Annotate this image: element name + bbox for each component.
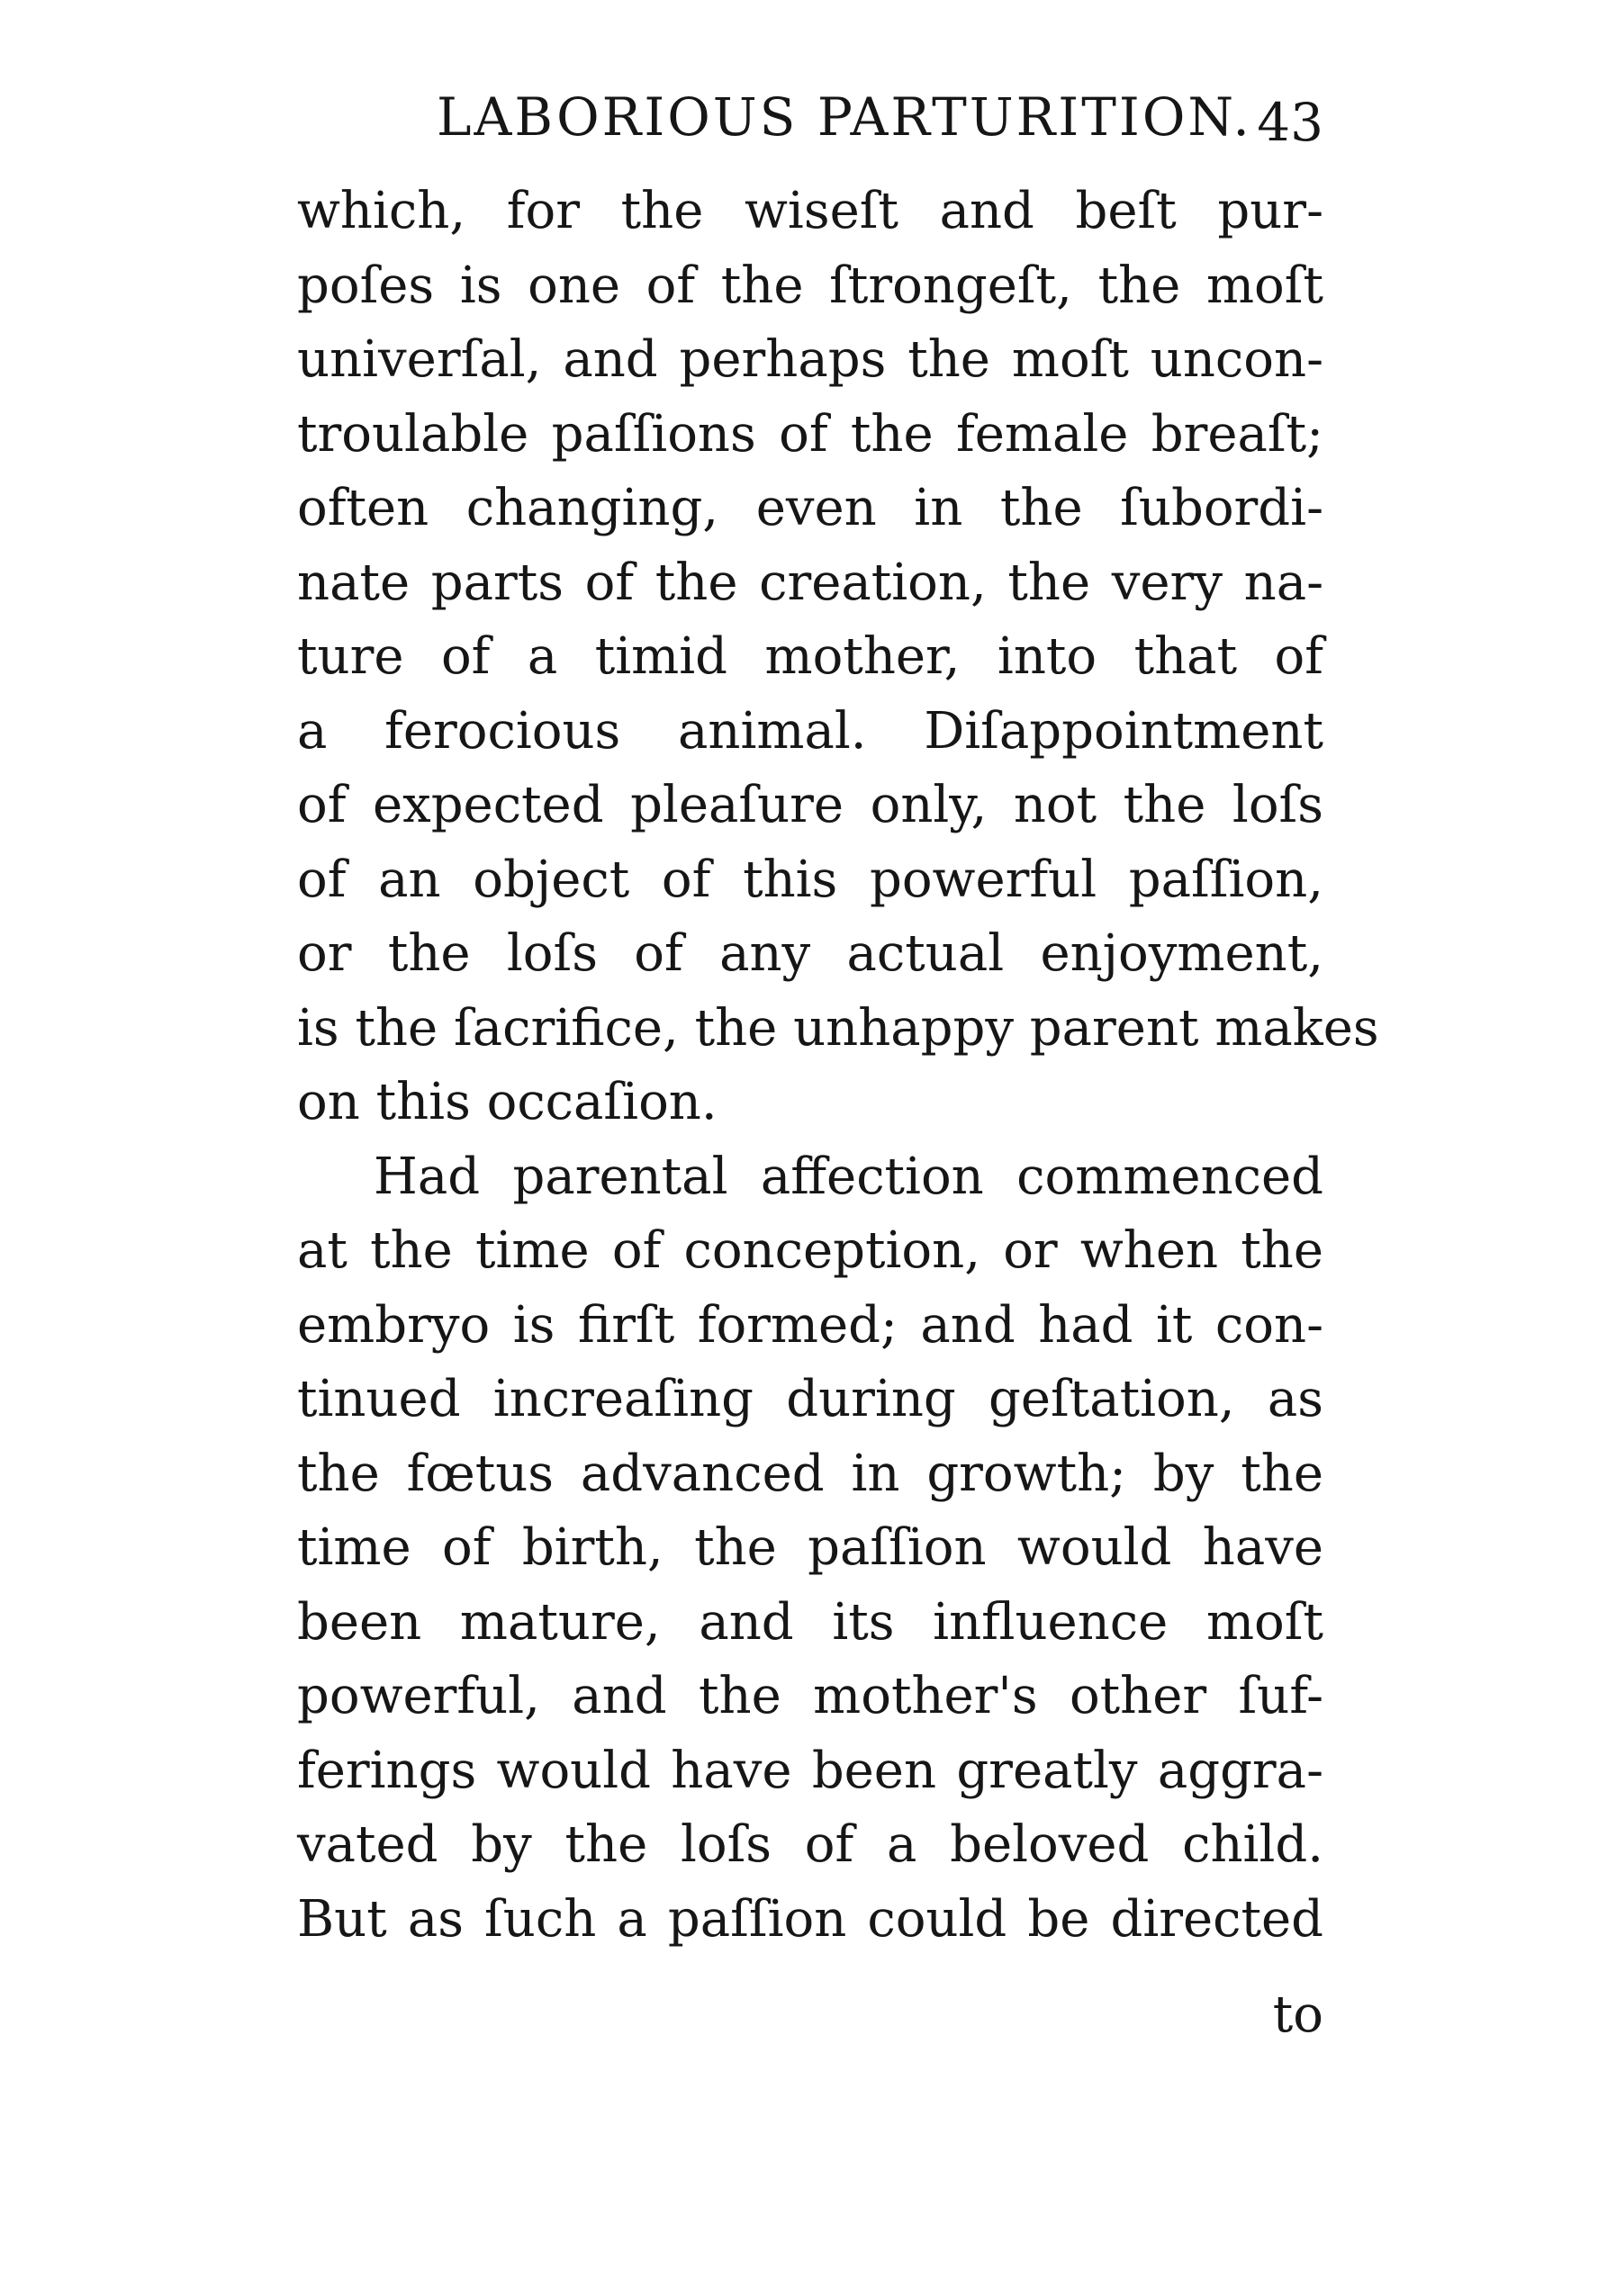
text-line: tinued increaſing during geſtation, as xyxy=(297,1370,1323,1428)
running-title: LABORIOUS PARTURITION. xyxy=(437,86,1252,148)
body-text xyxy=(297,175,1379,1957)
text-line: poſes is one of the ſtrongeſt, the moſt xyxy=(297,256,1323,315)
catchword: to xyxy=(1272,1985,1323,2044)
text-line: vated by the loſs of a beloved child. xyxy=(297,1815,1323,1874)
text-line: the fœtus advanced in growth; by the xyxy=(297,1444,1323,1503)
text-line: troulable paſſions of the female breaſt; xyxy=(297,404,1323,464)
text-line: often changing, even in the ſubordi- xyxy=(297,479,1323,537)
text-line: been mature, and its influence moſt xyxy=(297,1592,1323,1652)
text-line: of expected pleaſure only, not the loſs xyxy=(297,776,1323,834)
text-line: powerful, and the mother's other ſuf- xyxy=(297,1667,1323,1725)
text-line: a ferocious animal. Diſappointment xyxy=(297,701,1323,761)
text-line: univerſal, and perhaps the moſt uncon- xyxy=(297,330,1323,389)
text-line: ferings would have been greatly aggra- xyxy=(297,1741,1323,1800)
text-line: nate parts of the creation, the very na- xyxy=(297,553,1323,612)
text-line: which, for the wiseſt and beſt pur- xyxy=(297,182,1323,240)
running-head xyxy=(297,81,1323,153)
text-line: Had parental affection commenced xyxy=(374,1147,1323,1206)
text-line: time of birth, the paſſion would have xyxy=(297,1518,1323,1577)
text-line: ture of a timid mother, into that of xyxy=(297,627,1323,686)
page-number: 43 xyxy=(1257,92,1323,153)
text-line: is the ſacrifice, the unhappy parent makes xyxy=(297,998,1379,1058)
text-line: of an object of this powerful paſſion, xyxy=(297,850,1323,909)
text-line: on this occaſion. xyxy=(297,1073,718,1131)
text-line: or the loſs of any actual enjoyment, xyxy=(297,924,1323,983)
text-line: at the time of conception, or when the xyxy=(297,1221,1323,1280)
text-line: embryo is firſt formed; and had it con- xyxy=(297,1295,1323,1355)
text-line: But as ſuch a paſſion could be directed xyxy=(297,1889,1323,1949)
